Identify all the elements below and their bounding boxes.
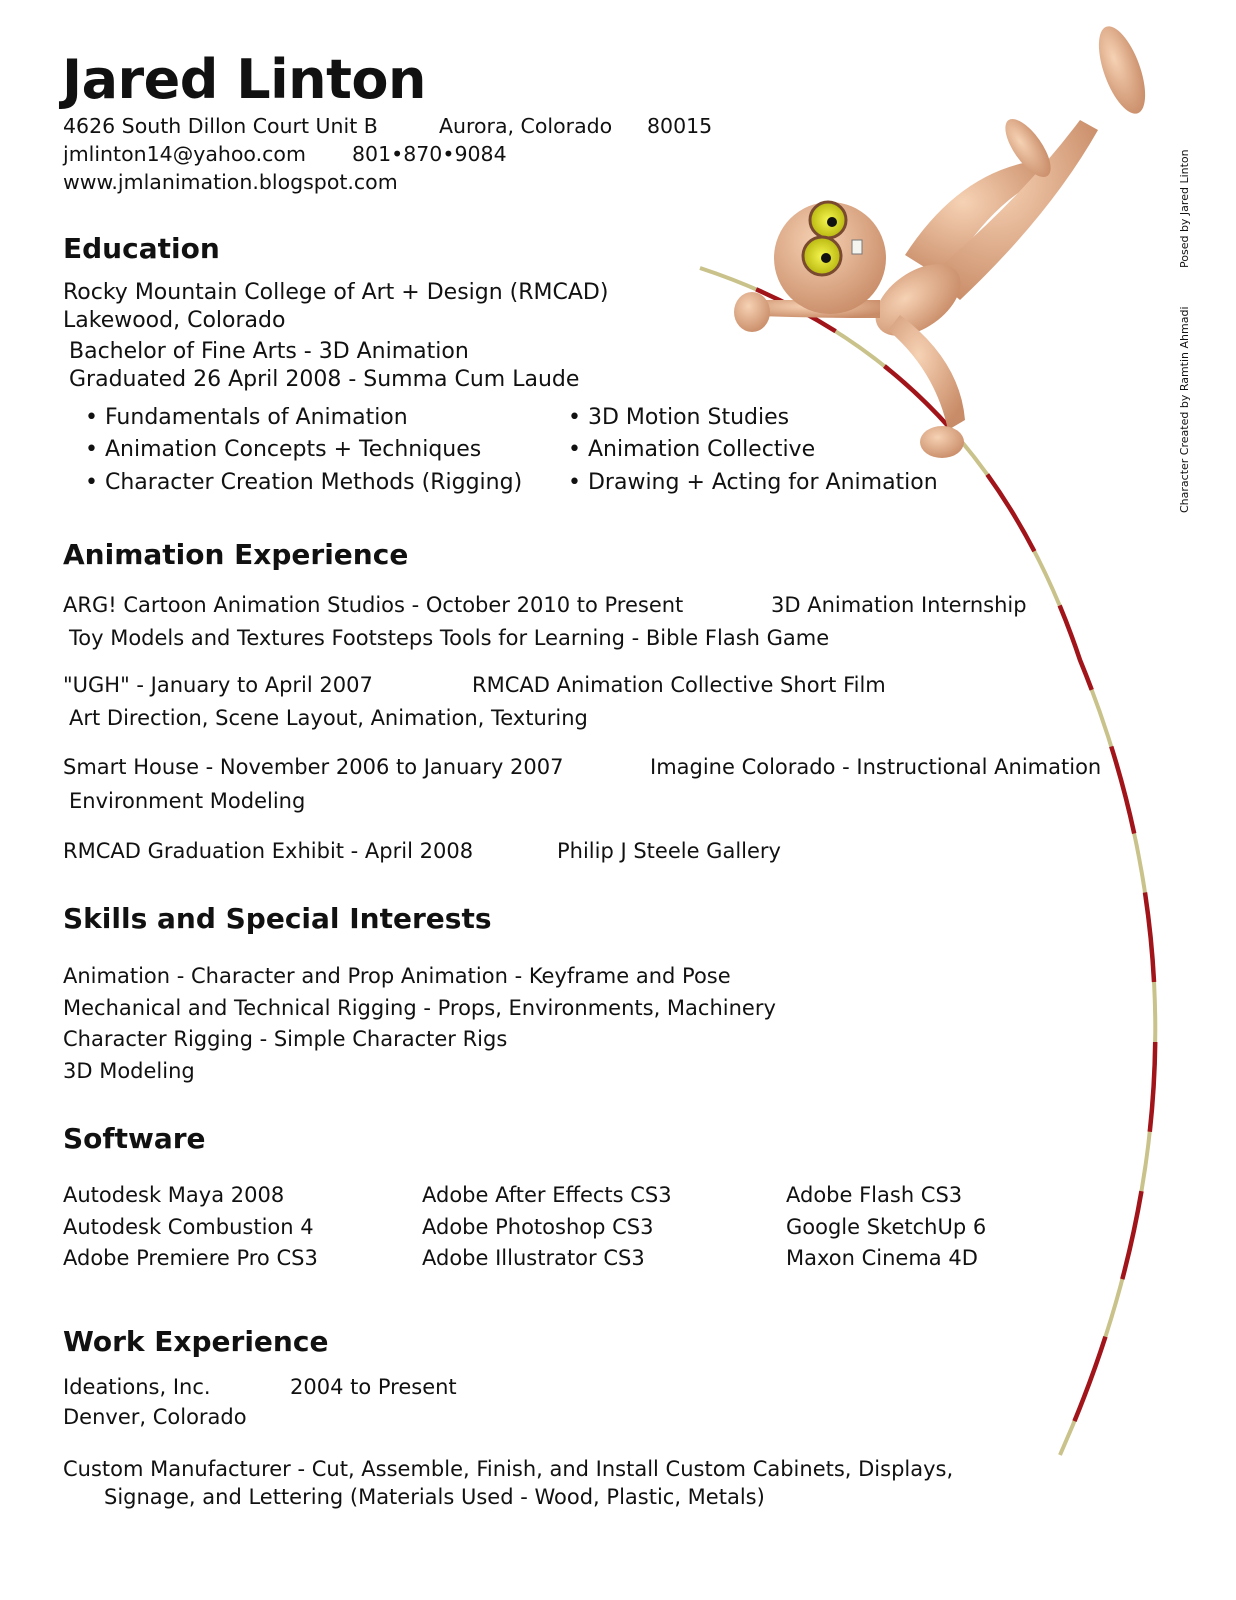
graduation: Graduated 26 April 2008 - Summa Cum Laude (69, 367, 580, 392)
software-item: Adobe Photoshop CS3 (422, 1215, 654, 1239)
animation-experience-heading: Animation Experience (63, 538, 409, 571)
skill-item: 3D Modeling (63, 1059, 195, 1083)
school-location: Lakewood, Colorado (63, 308, 286, 333)
experience-entry-title: ARG! Cartoon Animation Studios - October 2010 to Present (63, 593, 684, 617)
experience-entry-role: Imagine Colorado - Instructional Animation (650, 755, 1102, 779)
skills-heading: Skills and Special Interests (63, 902, 492, 935)
character-hand-upper (734, 292, 770, 332)
course-item: • Drawing + Acting for Animation (568, 470, 938, 495)
experience-entry-role: 3D Animation Internship (771, 593, 1027, 617)
address-line: 4626 South Dillon Court Unit B (63, 114, 378, 138)
experience-entry-details: Environment Modeling (69, 789, 306, 813)
software-heading: Software (63, 1122, 206, 1155)
company-location: Denver, Colorado (63, 1405, 247, 1429)
experience-entry-role: RMCAD Animation Collective Short Film (472, 673, 886, 697)
experience-entry-details: Art Direction, Scene Layout, Animation, Texturing (69, 706, 588, 730)
phone-number: 801•870•9084 (352, 142, 507, 166)
software-item: Adobe Premiere Pro CS3 (63, 1246, 318, 1270)
experience-entry-title: Smart House - November 2006 to January 2007 (63, 755, 564, 779)
course-item: • 3D Motion Studies (568, 405, 790, 430)
character-hand-lower (920, 426, 964, 458)
software-item: Autodesk Maya 2008 (63, 1183, 285, 1207)
character-created-credit: Character Created by Ramtin Ahmadi (1178, 306, 1191, 513)
experience-entry-title: "UGH" - January to April 2007 (63, 673, 373, 697)
software-item: Maxon Cinema 4D (786, 1246, 978, 1270)
candidate-name: Jared Linton (62, 48, 426, 111)
skill-item: Mechanical and Technical Rigging - Props, Environments, Machinery (63, 996, 776, 1020)
city-state: Aurora, Colorado (439, 114, 613, 138)
school-name: Rocky Mountain College of Art + Design (RMCAD) (63, 280, 609, 305)
work-experience-heading: Work Experience (63, 1325, 329, 1358)
character-teeth (852, 240, 862, 254)
experience-entry-title: RMCAD Graduation Exhibit - April 2008 (63, 839, 474, 863)
experience-entry-details: Toy Models and Textures Footsteps Tools for Learning - Bible Flash Game (69, 626, 830, 650)
character-foot-right (1089, 21, 1154, 120)
software-item: Adobe After Effects CS3 (422, 1183, 672, 1207)
job-description-continued: Signage, and Lettering (Materials Used - Wood, Plastic, Metals) (104, 1485, 765, 1509)
skill-item: Animation - Character and Prop Animation - Keyframe and Pose (63, 964, 731, 988)
job-description: Custom Manufacturer - Cut, Assemble, Finish, and Install Custom Cabinets, Displays, (63, 1457, 954, 1481)
course-item: • Animation Collective (568, 437, 816, 462)
website-link[interactable]: www.jmlanimation.blogspot.com (63, 170, 398, 194)
course-item: • Animation Concepts + Techniques (85, 437, 482, 462)
education-heading: Education (63, 232, 220, 265)
zip-code: 80015 (647, 114, 713, 138)
software-item: Google SketchUp 6 (786, 1215, 987, 1239)
software-item: Adobe Illustrator CS3 (422, 1246, 645, 1270)
experience-entry-role: Philip J Steele Gallery (557, 839, 781, 863)
software-item: Adobe Flash CS3 (786, 1183, 963, 1207)
course-item: • Character Creation Methods (Rigging) (85, 470, 523, 495)
company-name: Ideations, Inc. (63, 1375, 211, 1399)
email-link[interactable]: jmlinton14@yahoo.com (63, 142, 306, 166)
employment-dates: 2004 to Present (290, 1375, 457, 1399)
course-item: • Fundamentals of Animation (85, 405, 408, 430)
skill-item: Character Rigging - Simple Character Rigs (63, 1027, 508, 1051)
software-item: Autodesk Combustion 4 (63, 1215, 314, 1239)
character-arm-lower (888, 315, 965, 430)
posed-by-credit: Posed by Jared Linton (1178, 149, 1191, 268)
degree: Bachelor of Fine Arts - 3D Animation (69, 339, 469, 364)
